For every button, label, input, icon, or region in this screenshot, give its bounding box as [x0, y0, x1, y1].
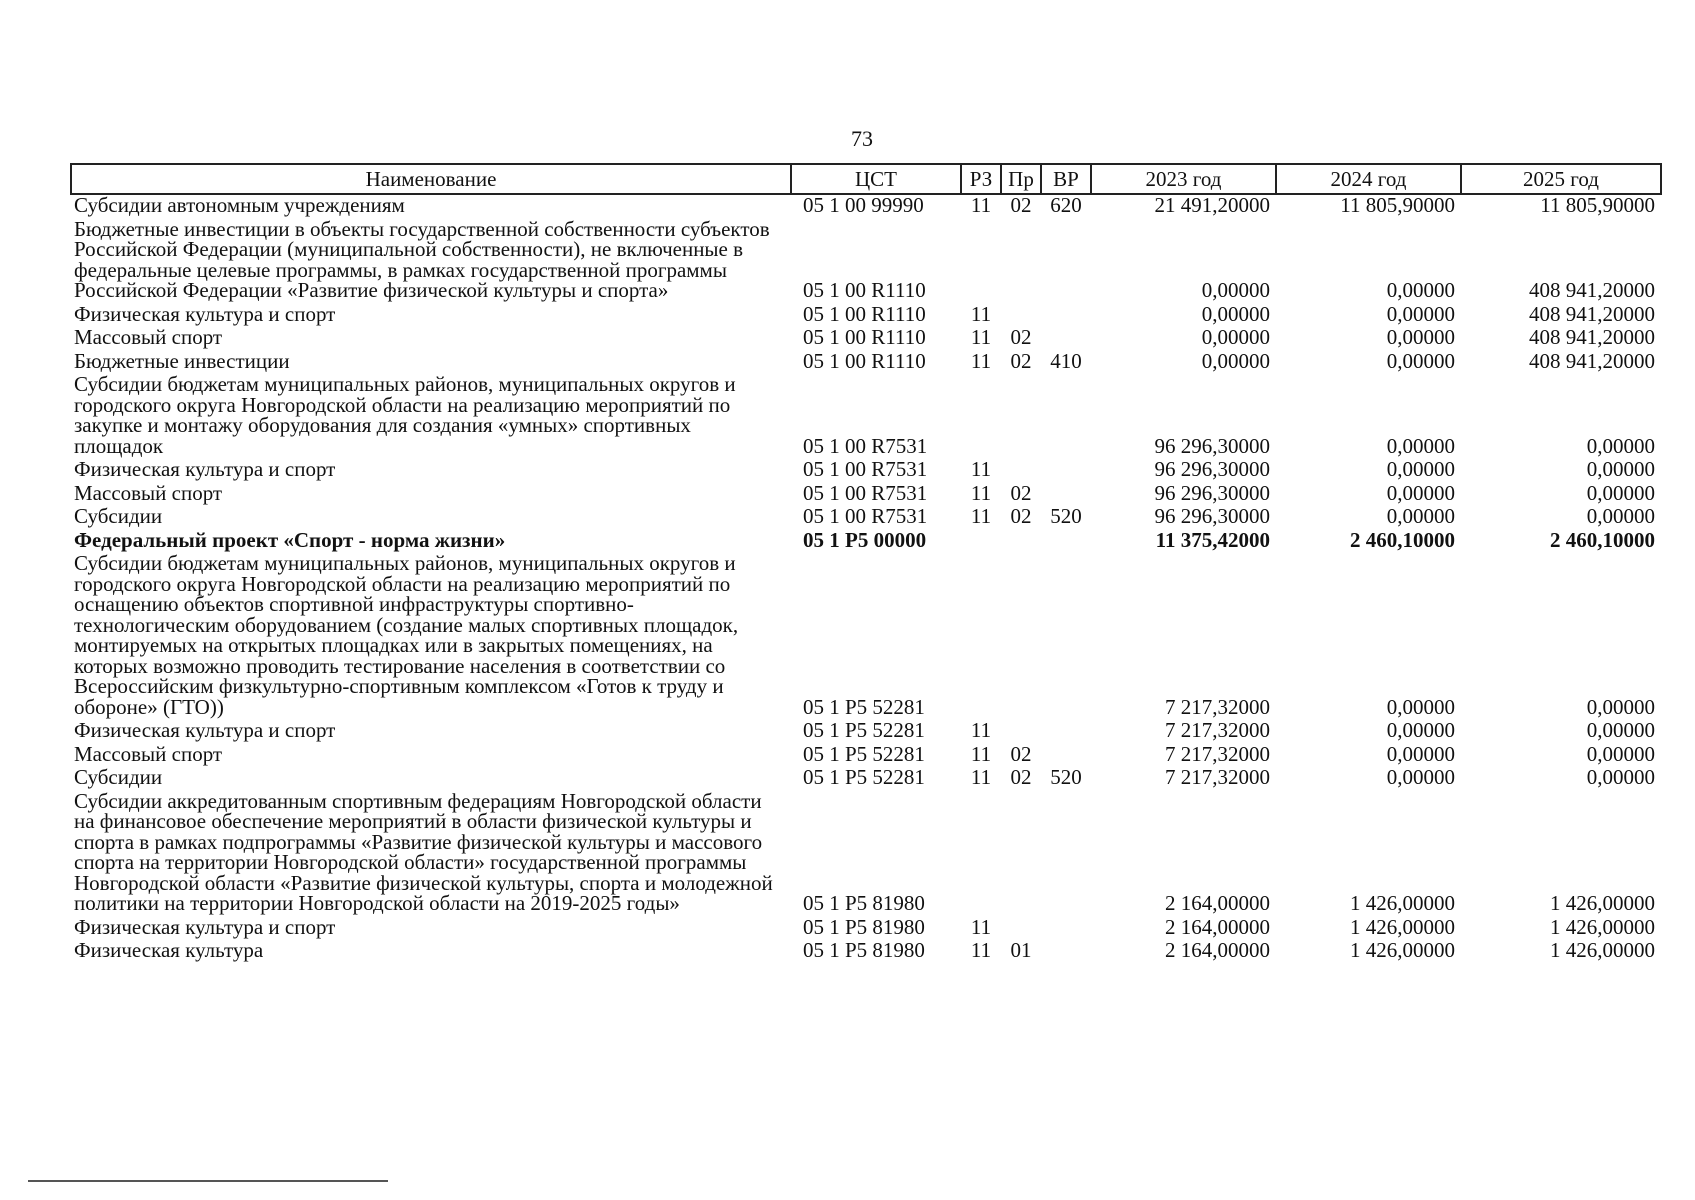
row-2023: 11 375,42000 [1155, 527, 1270, 552]
row-rz [961, 791, 1001, 917]
row-name: Субсидии аккредитованным спортивным федерациям Новгородской области на финансовое обеспечение мероприятий в области физической культуры и спорта в рамках подпрограммы «Развитие физической культуры и массового спорта на территории Новгородской области» государственной программы Новгородской области «Развитие физической культуры, спорта и молодежной политики на территории Новгородской области на 2019-2025 годы» [74, 788, 773, 915]
row-vr [1041, 327, 1091, 351]
row-pr [1001, 304, 1041, 328]
row-2023: 21 491,20000 [1154, 193, 1270, 217]
row-2024: 0,00000 [1386, 694, 1455, 719]
row-vr: 520 [1050, 765, 1082, 789]
row-cst: 05 1 00 99990 [803, 193, 924, 217]
table-header-row [71, 164, 1661, 194]
row-cst: 05 1 P5 52281 [803, 765, 925, 789]
row-name: Физическая культура и спорт [74, 914, 336, 939]
header-2024: 2024 год [1276, 164, 1461, 194]
row-2023: 0,00000 [1201, 348, 1270, 373]
row-vr [1041, 940, 1091, 964]
row-2025: 1 426,00000 [1550, 914, 1655, 939]
row-pr: 02 [1010, 348, 1032, 373]
row-name: Физическая культура [74, 938, 264, 962]
row-2025: 0,00000 [1586, 694, 1655, 719]
footer-divider [28, 1180, 388, 1182]
row-2023: 96 296,30000 [1154, 504, 1270, 528]
page-number: 73 [851, 126, 873, 151]
row-2023: 2 164,00000 [1165, 914, 1270, 939]
row-2024: 0,00000 [1386, 325, 1455, 349]
table-row [71, 744, 1661, 768]
row-rz: 11 [970, 741, 992, 766]
row-rz: 11 [970, 193, 992, 217]
budget-table [70, 163, 1662, 964]
table-row [71, 219, 1661, 304]
row-name: Физическая культура и спорт [74, 457, 336, 481]
row-rz [961, 553, 1001, 720]
table-row [71, 940, 1661, 964]
row-cst: 05 1 00 R7531 [803, 433, 928, 458]
row-pr [1001, 917, 1041, 941]
row-pr: 02 [1010, 325, 1032, 349]
row-vr [1041, 791, 1091, 917]
row-2023: 2 164,00000 [1165, 891, 1270, 915]
row-pr [1001, 720, 1041, 744]
row-vr [1041, 744, 1091, 768]
row-name: Физическая культура и спорт [74, 301, 336, 326]
row-pr [1001, 374, 1041, 459]
row-pr [1001, 791, 1041, 917]
row-2024: 0,00000 [1386, 301, 1455, 326]
table-row [71, 483, 1661, 507]
table-row [71, 374, 1661, 459]
budget-table-wrapper [70, 163, 1660, 964]
row-name: Субсидии автономным учреждениям [74, 193, 405, 217]
row-2025: 2 460,10000 [1550, 527, 1655, 552]
row-vr: 620 [1050, 193, 1082, 217]
row-2025: 0,00000 [1586, 718, 1655, 742]
row-2025: 1 426,00000 [1550, 938, 1655, 962]
row-rz: 11 [970, 325, 992, 349]
row-name: Субсидии бюджетам муниципальных районов, муниципальных округов и городского округа Новгородской области на реализацию мероприятий по закупке и монтажу оборудования для создания «умных» спортивных площадок [74, 372, 736, 458]
row-cst: 05 1 P5 81980 [803, 914, 925, 939]
row-2024: 2 460,10000 [1350, 527, 1455, 552]
row-cst: 05 1 P5 00000 [803, 527, 927, 552]
row-pr: 02 [1010, 741, 1032, 766]
row-2023: 7 217,32000 [1165, 765, 1270, 789]
table-row [71, 530, 1661, 554]
row-pr: 02 [1010, 480, 1032, 505]
row-2024: 0,00000 [1386, 718, 1455, 742]
row-name: Субсидии бюджетам муниципальных районов, муниципальных округов и городского округа Новгородской области на реализацию мероприятий по оснащению объектов спортивной инфраструктуры спортивно-технологическим оборудованием (создание малых спортивных площадок, монтируемых на открытых площадках или в закрытых помещениях, на которых возможно проводить тестирование населения в соответствии со Всероссийским физкультурно-спортивным комплексом «Готов к труду и обороне» (ГТО)) [74, 551, 739, 719]
row-2023: 0,00000 [1201, 301, 1270, 326]
row-2023: 7 217,32000 [1165, 741, 1270, 766]
row-rz: 11 [970, 480, 992, 505]
row-pr: 02 [1010, 193, 1032, 217]
row-name: Бюджетные инвестиции в объекты государственной собственности субъектов Российской Федерации (муниципальной собственности), не включенные в федеральные целевые программы, в рамках государственной программы Российской Федерации «Развитие физической культуры и спорта» [74, 216, 770, 302]
table-row [71, 194, 1661, 219]
row-2023: 0,00000 [1201, 278, 1270, 302]
table-row [71, 791, 1661, 917]
row-rz: 11 [970, 457, 992, 481]
row-2025: 0,00000 [1586, 480, 1655, 505]
header-2025: 2025 год [1461, 164, 1661, 194]
row-vr [1041, 219, 1091, 304]
row-name: Федеральный проект «Спорт - норма жизни» [74, 527, 506, 552]
row-vr [1041, 917, 1091, 941]
row-pr [1001, 459, 1041, 483]
row-2024: 1 426,00000 [1350, 938, 1455, 962]
table-row [71, 720, 1661, 744]
table-row [71, 327, 1661, 351]
row-rz: 11 [970, 348, 992, 373]
row-cst: 05 1 00 R1110 [803, 301, 926, 326]
row-rz: 11 [970, 504, 992, 528]
row-vr [1041, 374, 1091, 459]
header-vr: ВР [1041, 164, 1091, 194]
row-name: Субсидии [74, 765, 163, 789]
row-2024: 11 805,90000 [1340, 193, 1455, 217]
row-2023: 2 164,00000 [1165, 938, 1270, 962]
row-vr [1041, 304, 1091, 328]
row-2023: 96 296,30000 [1154, 457, 1270, 481]
header-cst: ЦСТ [791, 164, 961, 194]
header-name: Наименование [71, 164, 791, 194]
row-rz: 11 [970, 938, 992, 962]
row-rz [961, 219, 1001, 304]
header-2023: 2023 год [1091, 164, 1276, 194]
row-cst: 05 1 00 R7531 [803, 480, 928, 505]
table-row [71, 767, 1661, 791]
table-row [71, 553, 1661, 720]
row-vr [1041, 720, 1091, 744]
row-2024: 1 426,00000 [1350, 914, 1455, 939]
table-row [71, 351, 1661, 375]
row-2025: 0,00000 [1586, 741, 1655, 766]
row-2025: 0,00000 [1586, 765, 1655, 789]
row-2023: 7 217,32000 [1165, 694, 1270, 719]
row-2025: 408 941,20000 [1529, 348, 1655, 373]
row-2025: 408 941,20000 [1529, 325, 1655, 349]
row-cst: 05 1 00 R1110 [803, 348, 926, 373]
row-2025: 0,00000 [1586, 457, 1655, 481]
row-pr [1001, 553, 1041, 720]
row-cst: 05 1 P5 52281 [803, 718, 925, 742]
row-2023: 96 296,30000 [1154, 480, 1270, 505]
row-2023: 7 217,32000 [1165, 718, 1270, 742]
table-row [71, 304, 1661, 328]
row-cst: 05 1 00 R1110 [803, 325, 926, 349]
row-2024: 0,00000 [1386, 480, 1455, 505]
table-row [71, 917, 1661, 941]
row-2023: 96 296,30000 [1154, 433, 1270, 458]
row-2024: 0,00000 [1386, 278, 1455, 302]
row-2025: 1 426,00000 [1550, 891, 1655, 915]
row-cst: 05 1 P5 52281 [803, 741, 925, 766]
row-2025: 408 941,20000 [1529, 301, 1655, 326]
row-2025: 0,00000 [1586, 433, 1655, 458]
row-2024: 0,00000 [1386, 741, 1455, 766]
row-vr [1041, 530, 1091, 554]
row-rz [961, 530, 1001, 554]
table-row [71, 459, 1661, 483]
row-name: Бюджетные инвестиции [74, 348, 290, 373]
header-pr: Пр [1001, 164, 1041, 194]
row-cst: 05 1 P5 52281 [803, 694, 925, 719]
row-2024: 0,00000 [1386, 433, 1455, 458]
row-pr [1001, 219, 1041, 304]
row-vr [1041, 459, 1091, 483]
row-name: Массовый спорт [74, 480, 223, 505]
row-2024: 0,00000 [1386, 504, 1455, 528]
row-rz: 11 [970, 765, 992, 789]
row-vr [1041, 553, 1091, 720]
row-pr: 02 [1010, 765, 1032, 789]
row-2024: 0,00000 [1386, 348, 1455, 373]
row-name: Субсидии [74, 504, 163, 528]
row-cst: 05 1 P5 81980 [803, 891, 925, 915]
row-pr: 01 [1010, 938, 1032, 962]
header-rz: РЗ [961, 164, 1001, 194]
row-vr: 410 [1050, 348, 1082, 373]
table-row [71, 506, 1661, 530]
row-2025: 11 805,90000 [1540, 193, 1655, 217]
row-vr: 520 [1050, 504, 1082, 528]
row-cst: 05 1 00 R1110 [803, 278, 926, 302]
row-2024: 1 426,00000 [1350, 891, 1455, 915]
row-rz [961, 374, 1001, 459]
table-body [71, 194, 1661, 964]
row-vr [1041, 483, 1091, 507]
row-2025: 0,00000 [1586, 504, 1655, 528]
row-2025: 408 941,20000 [1529, 278, 1655, 302]
row-cst: 05 1 00 R7531 [803, 457, 928, 481]
row-2023: 0,00000 [1201, 325, 1270, 349]
row-2024: 0,00000 [1386, 457, 1455, 481]
row-pr [1001, 530, 1041, 554]
row-pr: 02 [1010, 504, 1032, 528]
row-rz: 11 [970, 718, 992, 742]
row-rz: 11 [970, 301, 992, 326]
row-cst: 05 1 00 R7531 [803, 504, 928, 528]
row-name: Массовый спорт [74, 325, 223, 349]
row-2024: 0,00000 [1386, 765, 1455, 789]
row-name: Физическая культура и спорт [74, 718, 336, 742]
row-cst: 05 1 P5 81980 [803, 938, 925, 962]
row-rz: 11 [970, 914, 992, 939]
row-name: Массовый спорт [74, 741, 223, 766]
